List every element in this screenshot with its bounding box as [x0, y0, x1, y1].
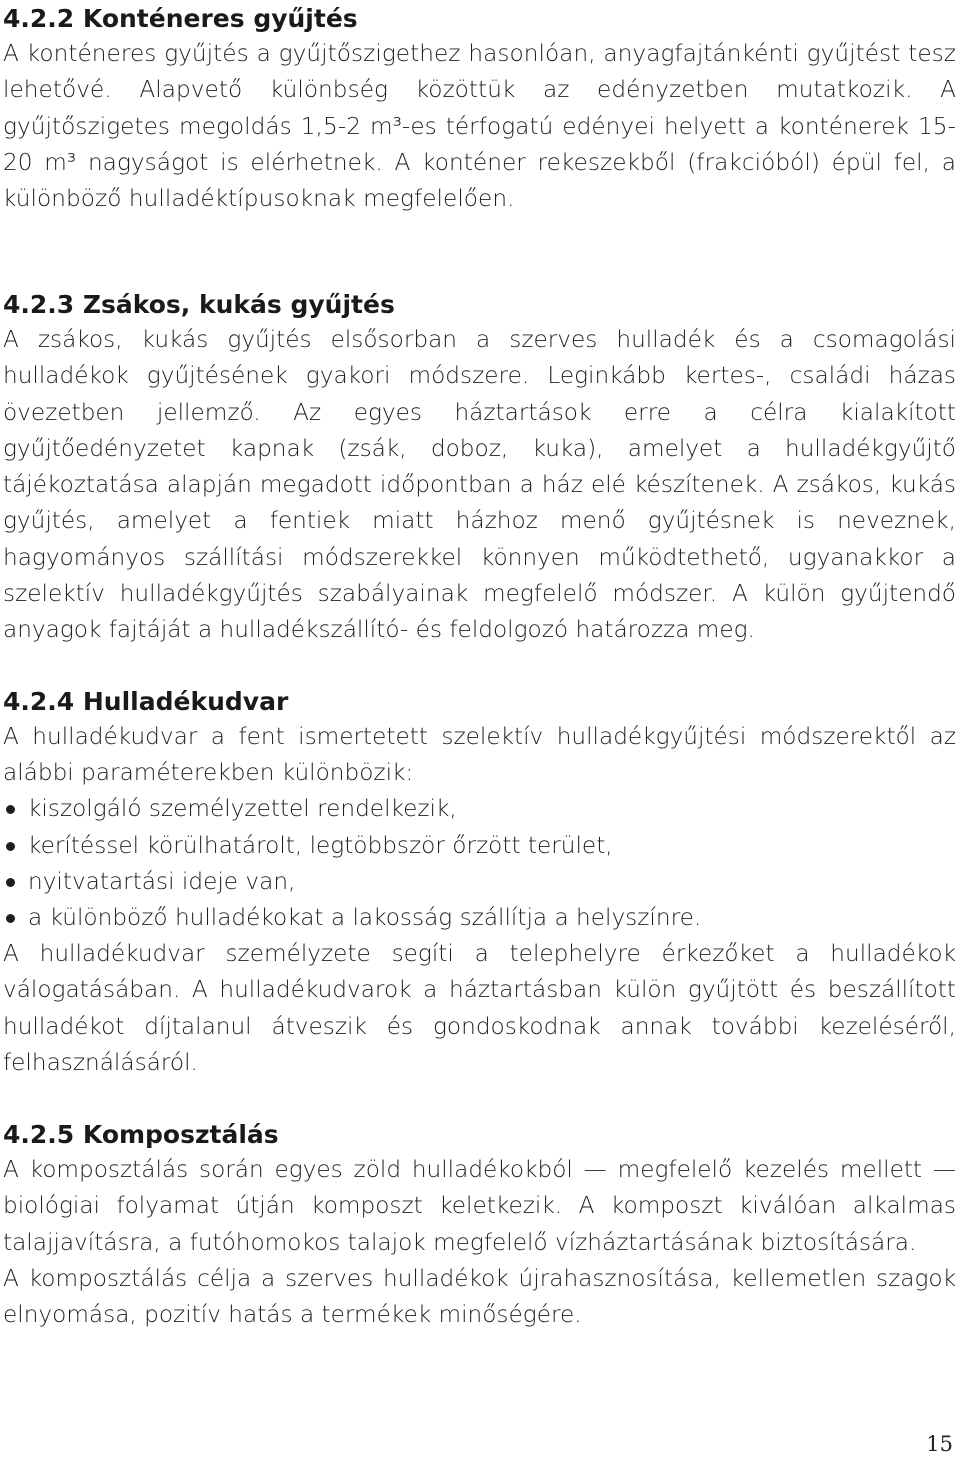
section-hulladekudvar: [3, 685, 956, 1081]
paragraph: A konténeres gyűjtés a gyűjtőszigethez hasonlóan, anyagfajtánkénti gyűjtést tesz lehetővé. Alapvető különbség közöttük az edényzetben mutatkozik. A gyűjtőszigetes megoldás 1,5-2 m³-es térfogatú edényei helyett a konténerek 15-20 m³ nagyságot is elérhetnek. A konténer rekeszekből (frakcióból) épül fel, a különböző hulladéktípusoknak megfelelően.: [3, 40, 956, 213]
list-item: kerítéssel körülhatárolt, legtöbbször őrzött terület,: [3, 828, 956, 864]
section-kontaineres-gyujtes: [3, 2, 956, 217]
section-heading: 4.2.4 Hulladékudvar: [3, 687, 289, 716]
page-number: 15: [926, 1432, 953, 1456]
section-heading: 4.2.5 Komposztálás: [3, 1120, 279, 1149]
paragraph: A komposztálás célja a szerves hulladékok újrahasznosítása, kellemetlen szagok elnyomása, pozitív hatás a termékek minőségére.: [3, 1264, 956, 1329]
section-zsakos-kukas-gyujtes: [3, 288, 956, 649]
paragraph: A hulladékudvar személyzete segíti a telephelyre érkezőket a hulladékok válogatásában. A hulladékudvarok a háztartásban külön gyűjtött és beszállított hulladékot díjtalanul átveszik és gondoskodnak annak további kezeléséről, felhasználásáról.: [3, 940, 956, 1076]
bullet-icon: [6, 805, 15, 814]
bullet-icon: [6, 878, 15, 887]
bullet-list: [3, 791, 956, 936]
section-heading: 4.2.2 Konténeres gyűjtés: [3, 4, 358, 33]
section-komposztalas: [3, 1118, 956, 1333]
paragraph: A zsákos, kukás gyűjtés elsősorban a szerves hulladék és a csomagolási hulladékok gyűjtésének gyakori módszere. Leginkább kertes-, családi házas övezetben jellemző. Az egyes háztartások erre a célra kialakított gyűjtőedényzetet kapnak (zsák, doboz, kuka), amelyet a hulladékgyűjtő tájékoztatása alapján megadott időpontban a ház elé készítenek. A zsákos, kukás gyűjtés, amelyet a fentiek miatt házhoz menő gyűjtésnek is neveznek, hagyományos szállítási módszerekkel könnyen működtethető, ugyanakkor a szelektív hulladékgyűjtés szabályainak megfelelő módszer. A külön gyűjtendő anyagok fajtáját a hulladékszállító- és feldolgozó határozza meg.: [3, 326, 956, 644]
list-item: kiszolgáló személyzettel rendelkezik,: [3, 791, 956, 827]
section-heading: 4.2.3 Zsákos, kukás gyűjtés: [3, 290, 395, 319]
bullet-icon: [6, 914, 15, 923]
list-item: a különböző hulladékokat a lakosság szállítja a helyszínre.: [3, 900, 956, 936]
paragraph: A komposztálás során egyes zöld hulladékokból — megfelelő kezelés mellett — biológiai folyamat útján komposzt keletkezik. A komposzt kiválóan alkalmas talajjavításra, a futóhomokos talajok megfelelő vízháztartásának biztosítására.: [3, 1156, 956, 1256]
paragraph-intro: A hulladékudvar a fent ismertetett szelektív hulladékgyűjtési módszerektől az alábbi paraméterekben különbözik:: [3, 723, 956, 787]
list-item: nyitvatartási ideje van,: [3, 864, 956, 900]
bullet-icon: [6, 842, 15, 851]
